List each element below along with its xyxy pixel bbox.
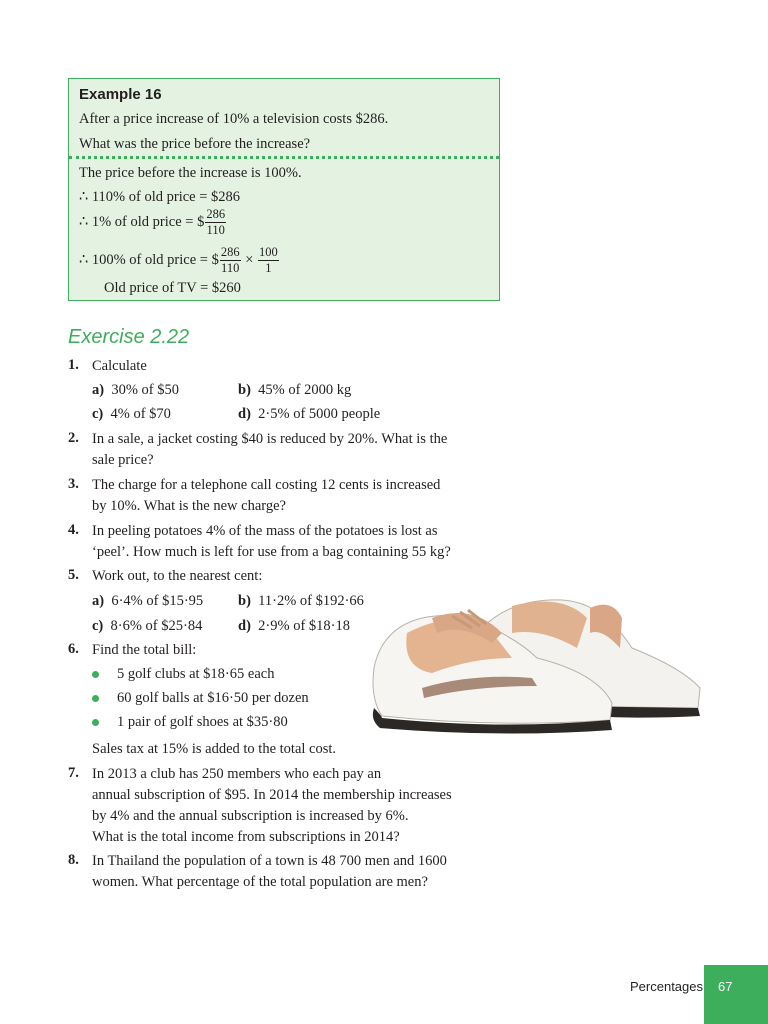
example-title: Example 16 [79,86,162,103]
times-sign: × [245,251,254,268]
question-text: Calculate [92,358,147,374]
bullet-item: 60 golf balls at $16·50 per dozen [117,690,309,706]
question-text: Find the total bill: [92,642,197,658]
solution-line3-prefix: ∴ 1% of old price = $ [79,213,205,230]
fraction [205,207,226,238]
sub-label: c) [92,406,104,422]
question-number: 3. [68,476,79,492]
sub-text: 4% of $70 [110,406,171,422]
question-text: by 10%. What is the new charge? [92,498,286,514]
sub-label: b) [238,593,251,609]
sub-label: a) [92,382,105,398]
question-text: sale price? [92,452,154,468]
question-text: ‘peel’. How much is left for use from a bag containing 55 kg? [92,544,451,560]
question-number: 5. [68,567,79,583]
sub-question [238,592,364,610]
footer-chapter-label: Percentages [630,979,703,994]
question-number: 2. [68,430,79,446]
golf-shoes-photo [362,588,708,748]
question-number: 6. [68,641,79,657]
question-text: women. What percentage of the total population are men? [92,874,428,890]
sub-question [92,592,203,610]
fraction-denominator: 110 [206,223,225,237]
example-question-line1: After a price increase of 10% a television costs $286. [79,111,389,127]
sub-text: 30% of $50 [111,382,180,398]
sub-text: 2·5% of 5000 people [258,406,381,422]
solution-line4-prefix: ∴ 100% of old price = $ [79,251,219,268]
sub-text: 45% of 2000 kg [258,382,352,398]
fraction [258,245,279,276]
question-text: annual subscription of $95. In 2014 the membership increases [92,787,452,803]
bullet-dot [92,719,99,726]
fraction-numerator: 286 [220,245,240,259]
sub-label: b) [238,382,251,398]
sub-text: 2·9% of $18·18 [258,618,350,634]
question-text: Sales tax at 15% is added to the total cost. [92,741,337,757]
question-text: In Thailand the population of a town is 48 700 men and 1600 [92,853,447,869]
solution-line3 [79,207,227,238]
fraction-denominator: 110 [221,261,240,275]
fraction-denominator: 1 [265,261,272,275]
solution-line1: The price before the increase is 100%. [79,165,302,181]
sub-question [92,405,171,423]
dotted-divider [69,156,499,159]
fraction-numerator: 100 [259,245,278,259]
sub-text: 8·6% of $25·84 [110,618,203,634]
sub-question [92,381,179,399]
fraction [220,245,241,276]
fraction-numerator: 286 [206,207,226,221]
sub-label: a) [92,593,105,609]
sub-label: d) [238,406,251,422]
solution-line4 [79,245,280,276]
sub-question [238,381,351,399]
question-text: by 4% and the annual subscription is increased by 6%. [92,808,409,824]
question-number: 1. [68,357,79,373]
sub-label: c) [92,618,104,634]
page-number: 67 [718,979,733,994]
question-text: Work out, to the nearest cent: [92,568,263,584]
bullet-dot [92,671,99,678]
example-question-line2: What was the price before the increase? [79,136,311,152]
question-text: The charge for a telephone call costing 12 cents is increased [92,477,441,493]
example-box [68,78,500,301]
sub-text: 6·4% of $15·95 [111,593,204,609]
question-number: 7. [68,765,79,781]
question-text: In a sale, a jacket costing $40 is reduced by 20%. What is the [92,431,448,447]
question-number: 4. [68,522,79,538]
page-number-box [704,965,768,1024]
solution-line2: ∴ 110% of old price = $286 [79,189,241,205]
question-text: In peeling potatoes 4% of the mass of the potatoes is lost as [92,523,438,539]
question-text: What is the total income from subscriptions in 2014? [92,829,400,845]
sub-question [238,617,350,635]
exercise-heading: Exercise 2.22 [68,326,190,348]
bullet-item: 5 golf clubs at $18·65 each [117,666,275,682]
sub-text: 11·2% of $192·66 [258,593,364,609]
solution-line5: Old price of TV = $260 [104,280,241,296]
bullet-item: 1 pair of golf shoes at $35·80 [117,714,288,730]
question-text: In 2013 a club has 250 members who each pay an [92,766,382,782]
bullet-dot [92,695,99,702]
sub-question [238,405,380,423]
sub-question [92,617,202,635]
question-number: 8. [68,852,79,868]
sub-label: d) [238,618,251,634]
